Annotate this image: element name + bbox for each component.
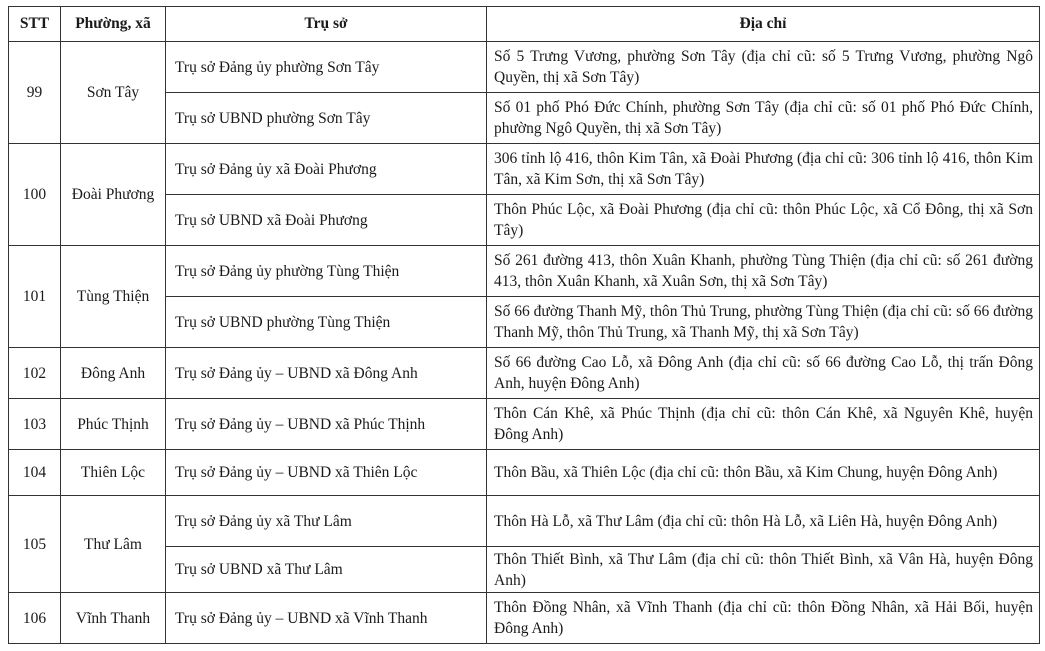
table-row [9, 246, 1040, 297]
table-row [9, 496, 1040, 547]
office-cell: Trụ sở Đảng ủy phường Tùng Thiện [166, 246, 487, 297]
address-cell: Số 261 đường 413, thôn Xuân Khanh, phường Tùng Thiện (địa chỉ cũ: số 261 đường 413, thôn Xuân Khanh, xã Xuân Sơn, thị xã Sơn Tây) [487, 246, 1040, 297]
address-cell: Số 5 Trưng Vương, phường Sơn Tây (địa chỉ cũ: số 5 Trưng Vương, phường Ngô Quyền, thị xã Sơn Tây) [487, 42, 1040, 93]
stt-cell: 103 [9, 399, 61, 450]
ward-cell: Đoài Phương [61, 144, 166, 246]
office-cell: Trụ sở UBND xã Đoài Phương [166, 195, 487, 246]
office-cell: Trụ sở Đảng ủy – UBND xã Phúc Thịnh [166, 399, 487, 450]
ward-cell: Đông Anh [61, 348, 166, 399]
ward-cell: Tùng Thiện [61, 246, 166, 348]
office-cell: Trụ sở Đảng ủy – UBND xã Đông Anh [166, 348, 487, 399]
stt-cell: 102 [9, 348, 61, 399]
address-cell: Thôn Thiết Bình, xã Thư Lâm (địa chỉ cũ: thôn Thiết Bình, xã Vân Hà, huyện Đông Anh) [487, 547, 1040, 593]
ward-cell: Thư Lâm [61, 496, 166, 593]
table-row [9, 42, 1040, 93]
address-cell: Thôn Hà Lỗ, xã Thư Lâm (địa chỉ cũ: thôn Hà Lỗ, xã Liên Hà, huyện Đông Anh) [487, 496, 1040, 547]
stt-cell: 106 [9, 593, 61, 644]
table-row [9, 348, 1040, 399]
office-cell: Trụ sở UBND phường Tùng Thiện [166, 297, 487, 348]
address-cell: Thôn Bầu, xã Thiên Lộc (địa chỉ cũ: thôn Bầu, xã Kim Chung, huyện Đông Anh) [487, 450, 1040, 496]
office-cell: Trụ sở Đảng ủy xã Thư Lâm [166, 496, 487, 547]
ward-cell: Sơn Tây [61, 42, 166, 144]
office-cell: Trụ sở Đảng ủy xã Đoài Phương [166, 144, 487, 195]
header-address: Địa chỉ [487, 7, 1040, 42]
stt-cell: 101 [9, 246, 61, 348]
address-cell: 306 tỉnh lộ 416, thôn Kim Tân, xã Đoài Phương (địa chỉ cũ: 306 tỉnh lộ 416, thôn Kim Tân, xã Kim Sơn, thị xã Sơn Tây) [487, 144, 1040, 195]
address-cell: Thôn Phúc Lộc, xã Đoài Phương (địa chỉ cũ: thôn Phúc Lộc, xã Cổ Đông, thị xã Sơn Tây) [487, 195, 1040, 246]
office-cell: Trụ sở UBND xã Thư Lâm [166, 547, 487, 593]
headquarters-table [8, 6, 1040, 644]
table-row [9, 450, 1040, 496]
office-cell: Trụ sở UBND phường Sơn Tây [166, 93, 487, 144]
stt-cell: 105 [9, 496, 61, 593]
stt-cell: 100 [9, 144, 61, 246]
stt-cell: 104 [9, 450, 61, 496]
address-cell: Thôn Đồng Nhân, xã Vĩnh Thanh (địa chỉ cũ: thôn Đồng Nhân, xã Hải Bối, huyện Đông Anh) [487, 593, 1040, 644]
office-cell: Trụ sở Đảng ủy – UBND xã Thiên Lộc [166, 450, 487, 496]
office-cell: Trụ sở Đảng ủy phường Sơn Tây [166, 42, 487, 93]
table-row [9, 593, 1040, 644]
table-row [9, 399, 1040, 450]
address-cell: Số 01 phố Phó Đức Chính, phường Sơn Tây (địa chỉ cũ: số 01 phố Phó Đức Chính, phường Ngô Quyền, thị xã Sơn Tây) [487, 93, 1040, 144]
address-cell: Thôn Cán Khê, xã Phúc Thịnh (địa chỉ cũ: thôn Cán Khê, xã Nguyên Khê, huyện Đông Anh) [487, 399, 1040, 450]
header-stt: STT [9, 7, 61, 42]
address-cell: Số 66 đường Thanh Mỹ, thôn Thủ Trung, phường Tùng Thiện (địa chỉ cũ: số 66 đường Thanh Mỹ, thôn Thủ Trung, xã Thanh Mỹ, thị xã Sơn Tây) [487, 297, 1040, 348]
header-office: Trụ sở [166, 7, 487, 42]
table-row [9, 144, 1040, 195]
table-body [9, 42, 1040, 644]
header-ward: Phường, xã [61, 7, 166, 42]
ward-cell: Phúc Thịnh [61, 399, 166, 450]
ward-cell: Thiên Lộc [61, 450, 166, 496]
office-cell: Trụ sở Đảng ủy – UBND xã Vĩnh Thanh [166, 593, 487, 644]
ward-cell: Vĩnh Thanh [61, 593, 166, 644]
header-row [9, 7, 1040, 42]
stt-cell: 99 [9, 42, 61, 144]
address-cell: Số 66 đường Cao Lỗ, xã Đông Anh (địa chỉ cũ: số 66 đường Cao Lỗ, thị trấn Đông Anh, huyện Đông Anh) [487, 348, 1040, 399]
